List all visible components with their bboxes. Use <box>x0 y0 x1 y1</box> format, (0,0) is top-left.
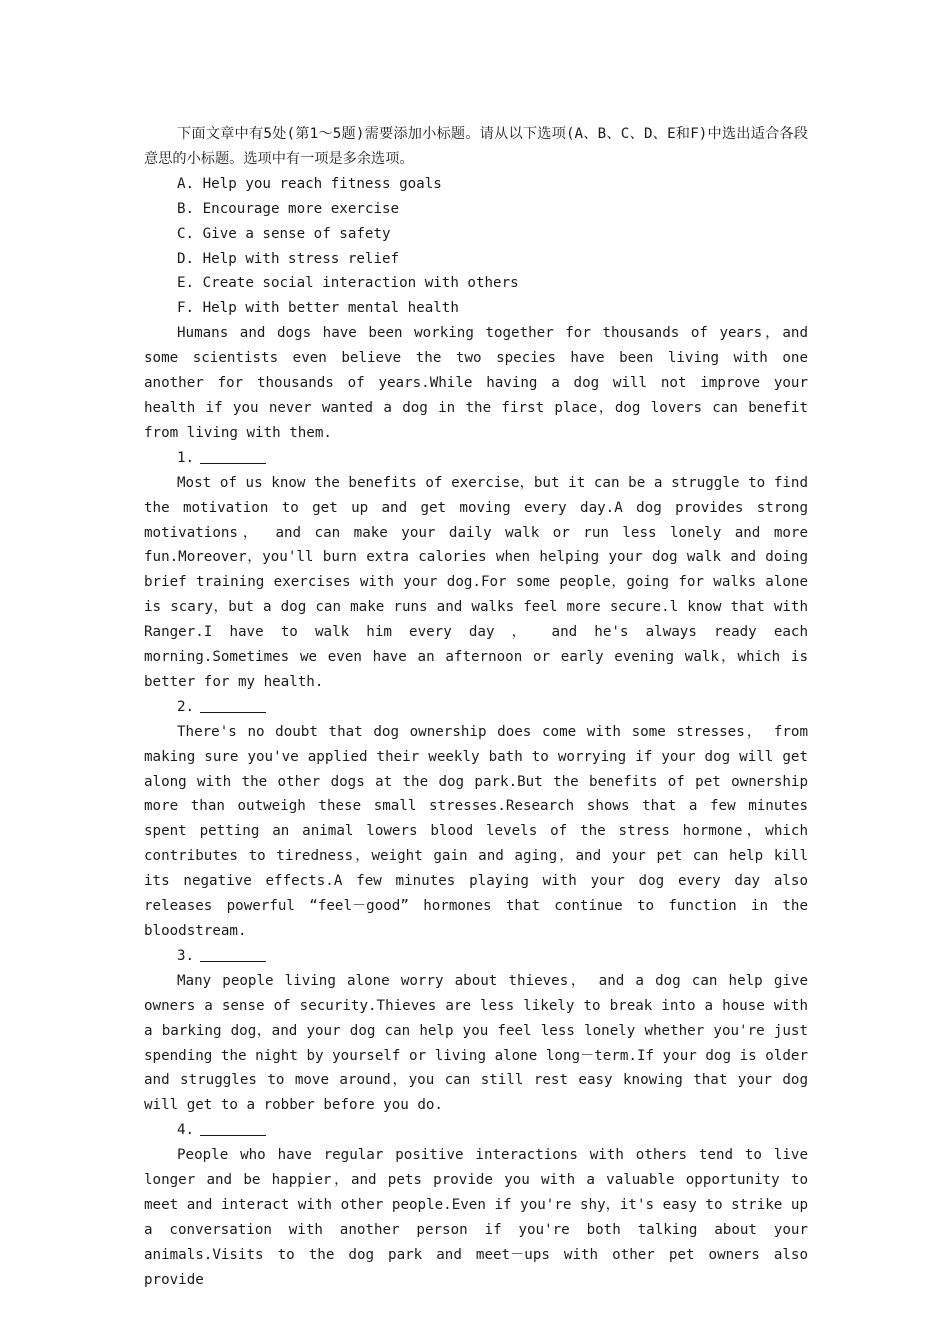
intro-paragraph: Humans and dogs have been working together for thousands of years，and some scientists even believe the two species have been living with one another for thousands of years.While having a dog will not improve your health if you never wanted a dog in the first place，dog lovers can benefit from living with them. <box>144 325 808 441</box>
question-1 <box>144 446 808 471</box>
option-f: F. Help with better mental health <box>177 300 459 317</box>
question-number: 2. <box>177 698 195 715</box>
option-a: A. Help you reach fitness goals <box>177 175 442 192</box>
question-number: 4. <box>177 1122 195 1139</box>
question-number: 1. <box>177 449 195 466</box>
question-3 <box>144 944 808 969</box>
answer-blank[interactable] <box>200 696 266 713</box>
option-b: B. Encourage more exercise <box>177 200 400 217</box>
answer-blank[interactable] <box>200 945 266 962</box>
document-page <box>144 122 808 1293</box>
option-e: E. Create social interaction with others <box>177 275 519 292</box>
section-3-paragraph: Many people living alone worry about thieves， and a dog can help give owners a sense of security.Thieves are less likely to break into a house with a barking dog，and your dog can help you feel less lonely whether you're just spending the night by yourself or living alone long－term.If your dog is older and struggles to move around，you can still rest easy knowing that your dog will get to a robber before you do. <box>144 972 808 1114</box>
answer-blank[interactable] <box>200 447 266 464</box>
answer-blank[interactable] <box>200 1119 266 1136</box>
section-2-paragraph: There's no doubt that dog ownership does come with some stresses， from making sure you've applied their weekly bath to worrying if your dog will get along with the other dogs at the dog park.But the benefits of pet ownership more than outweigh these small stresses.Research shows that a few minutes spent petting an animal lowers blood levels of the stress hormone，which contributes to tiredness，weight gain and aging，and your pet can help kill its negative effects.A few minutes playing with your dog every day also releases powerful “feel－good” hormones that continue to function in the bloodstream. <box>144 723 808 939</box>
question-4 <box>144 1118 808 1143</box>
question-number: 3. <box>177 947 195 964</box>
question-2 <box>144 695 808 720</box>
option-d: D. Help with stress relief <box>177 250 400 267</box>
option-c: C. Give a sense of safety <box>177 225 391 242</box>
section-1-paragraph: Most of us know the benefits of exercise，but it can be a struggle to find the motivation to get up and get moving every day.A dog provides strong motivations， and can make your daily walk or run less lonely and more fun.Moreover，you'll burn extra calories when helping your dog walk and doing brief training exercises with your dog.For some people，going for walks alone is scary，but a dog can make runs and walks feel more secure.l know that with Ranger.I have to walk him every day ， and he's always ready each morning.Sometimes we even have an afternoon or early evening walk，which is better for my health. <box>144 474 808 690</box>
instructions: 下面文章中有5处(第1～5题)需要添加小标题。请从以下选项(A、B、C、D、E和F)中选出适合各段意思的小标题。选项中有一项是多余选项。 <box>144 126 808 167</box>
section-4-paragraph: People who have regular positive interactions with others tend to live longer and be happier，and pets provide you with a valuable opportunity to meet and interact with other people.Even if you're shy，it's easy to strike up a conversation with another person if you're both talking about your animals.Visits to the dog park and meet－ups with other pet owners also provide <box>144 1147 808 1288</box>
